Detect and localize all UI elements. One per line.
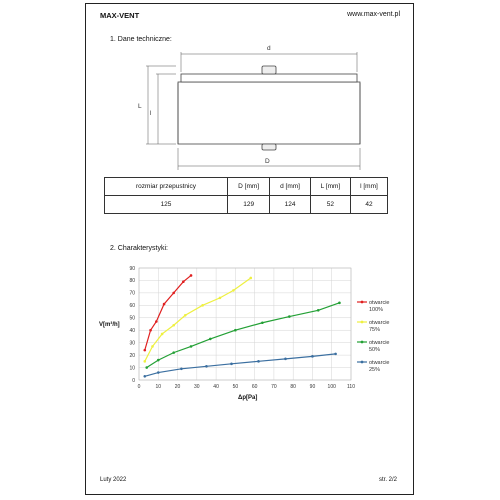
y-tick-label: 70: [129, 290, 135, 297]
damper-body: [178, 82, 360, 144]
data-point: [149, 329, 152, 332]
spec-header-L: L [mm]: [310, 178, 350, 196]
spec-header-size: rozmiar przepustnicy: [105, 178, 228, 196]
chart-grid: [139, 268, 351, 380]
chart-legend: [357, 300, 389, 373]
x-tick-label: 0: [137, 384, 141, 390]
y-tick-label: 10: [129, 365, 135, 372]
data-point: [232, 289, 235, 292]
spec-table-header-row: [105, 178, 388, 196]
data-point: [261, 321, 264, 324]
x-tick-label: 50: [232, 384, 239, 390]
x-tick-label: 110: [347, 384, 355, 390]
footer-page-number: str. 2/2: [378, 477, 397, 483]
x-tick-label: 40: [213, 384, 219, 390]
spec-table-row: [105, 196, 388, 214]
website-link[interactable]: www.max-vent.pl: [347, 11, 400, 18]
section-title-technical-data: 1. Dane techniczne:: [110, 36, 172, 43]
legend-label: 75%: [369, 327, 381, 333]
x-tick-label: 100: [327, 384, 336, 390]
data-point: [209, 338, 212, 341]
data-point: [249, 277, 252, 280]
spec-value-d: 124: [270, 196, 311, 214]
legend-marker: [361, 341, 364, 344]
spec-table: [104, 177, 388, 214]
data-point: [163, 303, 166, 306]
footer-date: Luty 2022: [100, 477, 127, 483]
damper-top-knob: [262, 66, 276, 74]
spec-value-D: 129: [228, 196, 270, 214]
data-point: [257, 360, 260, 363]
data-point: [205, 365, 208, 368]
x-tick-label: 30: [194, 384, 200, 390]
y-tick-label: 60: [129, 303, 135, 310]
spec-header-D: D [mm]: [228, 178, 270, 196]
x-tick-label: 70: [271, 384, 277, 390]
x-tick-label: 60: [251, 384, 258, 390]
data-point: [219, 297, 222, 300]
y-tick-label: 20: [129, 352, 135, 359]
series-line: [145, 275, 191, 350]
legend-label: 25%: [369, 367, 381, 373]
spec-header-l: l [mm]: [350, 178, 387, 196]
data-point: [234, 329, 237, 332]
data-point: [143, 375, 146, 378]
legend-marker: [361, 301, 364, 304]
legend-label: otwarcie: [369, 320, 390, 326]
series-line: [145, 278, 251, 361]
data-point: [155, 320, 158, 323]
legend-label: otwarcie: [369, 340, 390, 346]
x-tick-label: 10: [155, 384, 162, 390]
data-point: [172, 351, 175, 354]
dimension-label-l: l: [150, 110, 152, 117]
section-title-characteristics: 2. Charakterystyki:: [110, 245, 168, 252]
data-point: [161, 333, 164, 336]
y-tick-label: 90: [129, 265, 135, 272]
data-point: [311, 355, 314, 358]
dimension-label-L: L: [138, 103, 142, 110]
y-tick-label: 40: [129, 328, 135, 335]
plot-frame: [139, 268, 351, 380]
flow-characteristics-chart: [95, 260, 415, 405]
spec-value-l: 42: [350, 196, 387, 214]
data-point: [190, 274, 193, 277]
x-tick-label: 90: [309, 384, 316, 390]
legend-label: otwarcie: [369, 360, 390, 366]
y-tick-label: 80: [129, 278, 135, 285]
series-line: [147, 303, 340, 368]
data-point: [317, 309, 320, 312]
legend-label: otwarcie: [369, 300, 390, 306]
data-point: [143, 349, 146, 352]
damper-top-collar: [181, 74, 357, 82]
data-point: [180, 368, 183, 371]
spec-header-d: d [mm]: [270, 178, 311, 196]
data-point: [284, 358, 287, 361]
data-point: [230, 363, 233, 366]
data-point: [157, 371, 160, 374]
dimension-label-D: D: [265, 158, 270, 165]
data-point: [334, 353, 337, 356]
y-tick-label: 50: [129, 315, 135, 322]
data-point: [182, 280, 185, 283]
damper-bottom-knob: [262, 144, 276, 150]
data-point: [201, 304, 204, 307]
data-point: [172, 292, 175, 295]
legend-label: 100%: [369, 307, 384, 313]
data-point: [172, 324, 175, 327]
spec-value-size: 125: [105, 196, 228, 214]
legend-marker: [361, 361, 364, 364]
x-tick-label: 20: [174, 384, 181, 390]
data-point: [184, 314, 187, 317]
data-point: [288, 315, 291, 318]
data-point: [143, 360, 146, 363]
data-point: [338, 302, 341, 305]
x-tick-label: 80: [290, 384, 296, 390]
data-point: [157, 359, 160, 362]
damper-technical-drawing: [130, 40, 380, 175]
legend-label: 50%: [369, 347, 381, 353]
data-point: [151, 345, 154, 348]
x-axis-title: Δp[Pa]: [238, 395, 258, 401]
brand-name: MAX-VENT: [100, 11, 140, 20]
data-point: [190, 345, 193, 348]
y-tick-label: 0: [132, 377, 135, 384]
data-point: [145, 366, 148, 369]
spec-value-L: 52: [310, 196, 350, 214]
dimension-label-d: d: [267, 45, 271, 52]
y-tick-label: 30: [129, 340, 135, 347]
chart-series: [143, 274, 340, 377]
y-axis-title: V[m³/h]: [99, 322, 120, 328]
legend-marker: [361, 321, 364, 324]
series-line: [145, 354, 336, 376]
